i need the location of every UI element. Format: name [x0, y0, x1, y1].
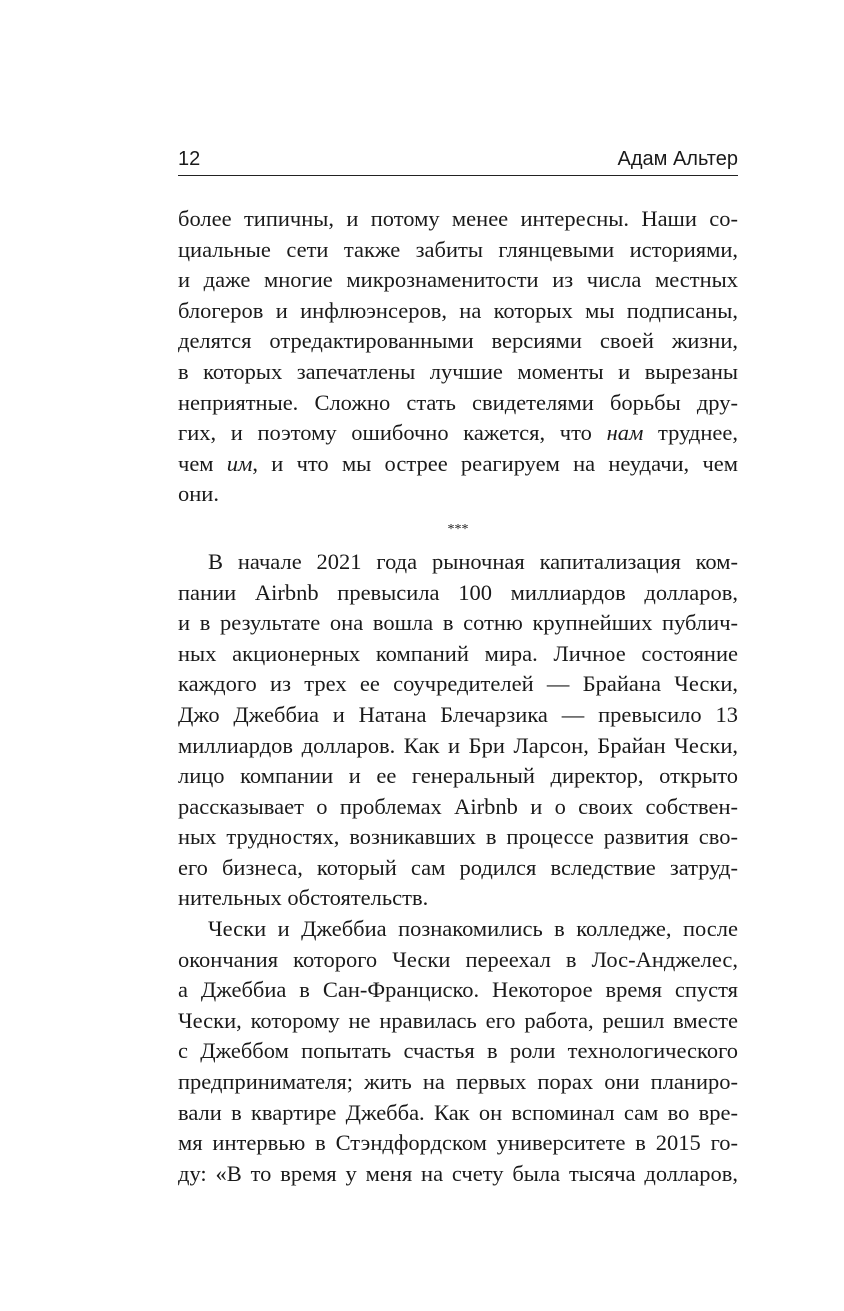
text-line: каждого из трех ее соучредителей — Брайана Чески,: [178, 671, 738, 697]
running-head-author: Адам Альтер: [617, 148, 738, 170]
text-line: рассказывает о проблемах Airbnb и о своих собствен-: [178, 793, 738, 819]
text-line: предпринимателя; жить на первых порах они планиро-: [178, 1069, 738, 1095]
text-line: блогеров и инфлюэнсеров, на которых мы подписаны,: [178, 297, 738, 323]
text-line: лицо компании и ее генеральный директор, открыто: [178, 763, 738, 789]
text-run: , и что мы острее реагируем на неудачи, чем: [252, 450, 738, 476]
text-line: Чески, которому не нравилась его работа, решил вместе: [178, 1007, 738, 1033]
text-line: более типичны, и потому менее интересны. Наши со-: [178, 206, 738, 231]
text-line: пании Airbnb превысила 100 миллиардов долларов,: [178, 579, 738, 605]
paragraph-2: [178, 547, 738, 914]
text-line: нительных обстоятельств.: [178, 885, 429, 911]
running-head: [178, 146, 738, 172]
text-line: а Джеббиа в Сан-Франциско. Некоторое время спустя: [178, 977, 738, 1003]
text-line: неприятные. Сложно стать свидетелями борьбы дру-: [178, 389, 738, 415]
text-line: ных трудностях, возникавших в процессе развития сво-: [178, 824, 738, 850]
text-line: циальные сети также забиты глянцевыми историями,: [178, 236, 738, 262]
text-line: и в результате она вошла в сотню крупнейших публич-: [178, 610, 738, 636]
paragraph-1: [178, 204, 738, 510]
text-line: в которых запечатлены лучшие моменты и вырезаны: [178, 358, 738, 384]
text-line: его бизнеса, который сам родился вследствие затруд-: [178, 854, 738, 880]
text-line: и даже многие микрознаменитости из числа местных: [178, 267, 738, 293]
text-line: [178, 449, 738, 480]
italic-word: им: [226, 450, 253, 476]
text-run: чем: [178, 450, 227, 476]
text-run: гих, и поэтому ошибочно кажется, что: [178, 420, 607, 446]
page-number: 12: [178, 148, 201, 170]
section-separator: ***: [447, 521, 469, 537]
text-line: Чески и Джеббиа познакомились в колледже, после: [208, 916, 738, 942]
text-line: окончания которого Чески переехал в Лос-Анджелес,: [178, 946, 738, 972]
text-line: ду: «В то время у меня на счету была тысяча долларов,: [178, 1160, 738, 1186]
italic-word: нам: [606, 420, 644, 446]
text-line: В начале 2021 года рыночная капитализация ком-: [208, 548, 738, 574]
paragraph-3: [178, 914, 738, 1189]
text-line: делятся отредактированными версиями своей жизни,: [178, 328, 738, 354]
header-rule: [178, 175, 738, 176]
text-line: [178, 418, 738, 449]
body-text: [178, 204, 738, 1189]
text-line: миллиардов долларов. Как и Бри Ларсон, Брайан Чески,: [178, 732, 738, 758]
text-line: с Джеббом попытать счастья в роли технологического: [178, 1038, 738, 1064]
text-line: Джо Джеббиа и Натана Блечарзика — превысило 13: [178, 701, 738, 727]
text-line: вали в квартире Джебба. Как он вспоминал сам во вре-: [178, 1099, 738, 1125]
text-line: они.: [178, 481, 219, 507]
text-run: труднее,: [643, 420, 739, 446]
text-line: мя интервью в Стэндфордском университете в 2015 го-: [178, 1130, 738, 1156]
text-line: ных акционерных компаний мира. Личное состояние: [178, 640, 738, 666]
